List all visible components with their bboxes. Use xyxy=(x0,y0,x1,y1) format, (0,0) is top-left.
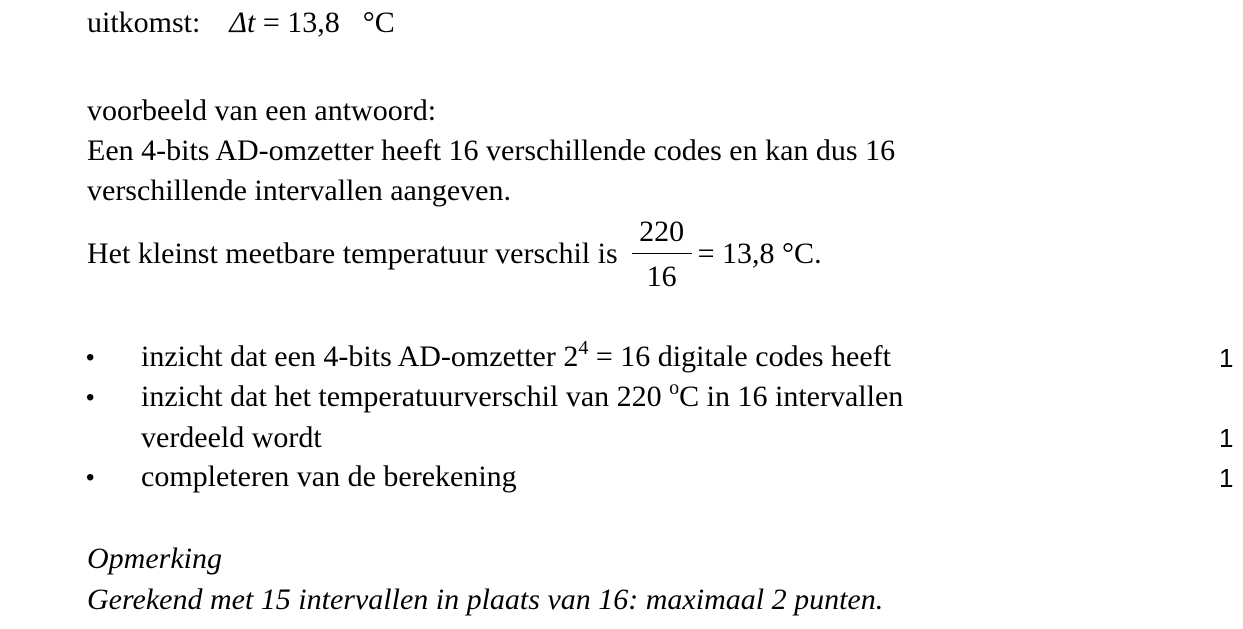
fraction xyxy=(632,214,692,293)
criterion-3-text: completeren van de berekening xyxy=(141,460,517,493)
result-line xyxy=(87,8,395,38)
criterion-1-text-before: inzicht dat een 4-bits AD-omzetter 2 xyxy=(141,340,579,373)
criterion-3-points: 1 xyxy=(1219,463,1234,493)
fraction-numerator: 220 xyxy=(632,217,692,254)
result-label: uitkomst: xyxy=(87,6,201,39)
bullet-3: • xyxy=(86,464,95,491)
example-heading: voorbeeld van een antwoord: xyxy=(87,94,437,127)
criterion-2-text-before: inzicht dat het temperatuurverschil van 220 xyxy=(141,380,670,413)
formula-prefix: Het kleinst meetbare temperatuur verschil is xyxy=(87,237,618,270)
result-equals: = xyxy=(262,6,280,39)
criterion-2-text-line-1 xyxy=(141,377,904,413)
criterion-1-text-after: = 16 digitale codes heeft xyxy=(588,340,892,373)
criterion-2-text-line-2: verdeeld wordt xyxy=(141,421,322,454)
criterion-2-points: 1 xyxy=(1219,423,1234,453)
formula-line xyxy=(87,214,822,294)
fraction-denominator: 16 xyxy=(646,259,677,293)
criterion-1-text xyxy=(141,337,892,373)
criterion-2-superscript: o xyxy=(669,377,680,399)
criterion-1-superscript: 4 xyxy=(578,337,589,359)
example-line-1: Een 4-bits AD-omzetter heeft 16 verschillende codes en kan dus 16 xyxy=(87,134,896,167)
result-symbol: Δt xyxy=(229,6,256,39)
criterion-2-text-after: C in 16 intervallen xyxy=(679,380,904,413)
result-unit: °C xyxy=(362,6,395,39)
remark-text: Gerekend met 15 intervallen in plaats van 16: maximaal 2 punten. xyxy=(87,583,884,616)
bullet-1: • xyxy=(86,344,95,371)
criterion-1-points: 1 xyxy=(1219,343,1234,373)
result-value: 13,8 xyxy=(287,6,340,39)
bullet-2: • xyxy=(86,384,95,411)
formula-suffix: = 13,8 °C. xyxy=(697,237,822,270)
remark-heading: Opmerking xyxy=(87,542,222,575)
example-line-2: verschillende intervallen aangeven. xyxy=(87,174,511,207)
